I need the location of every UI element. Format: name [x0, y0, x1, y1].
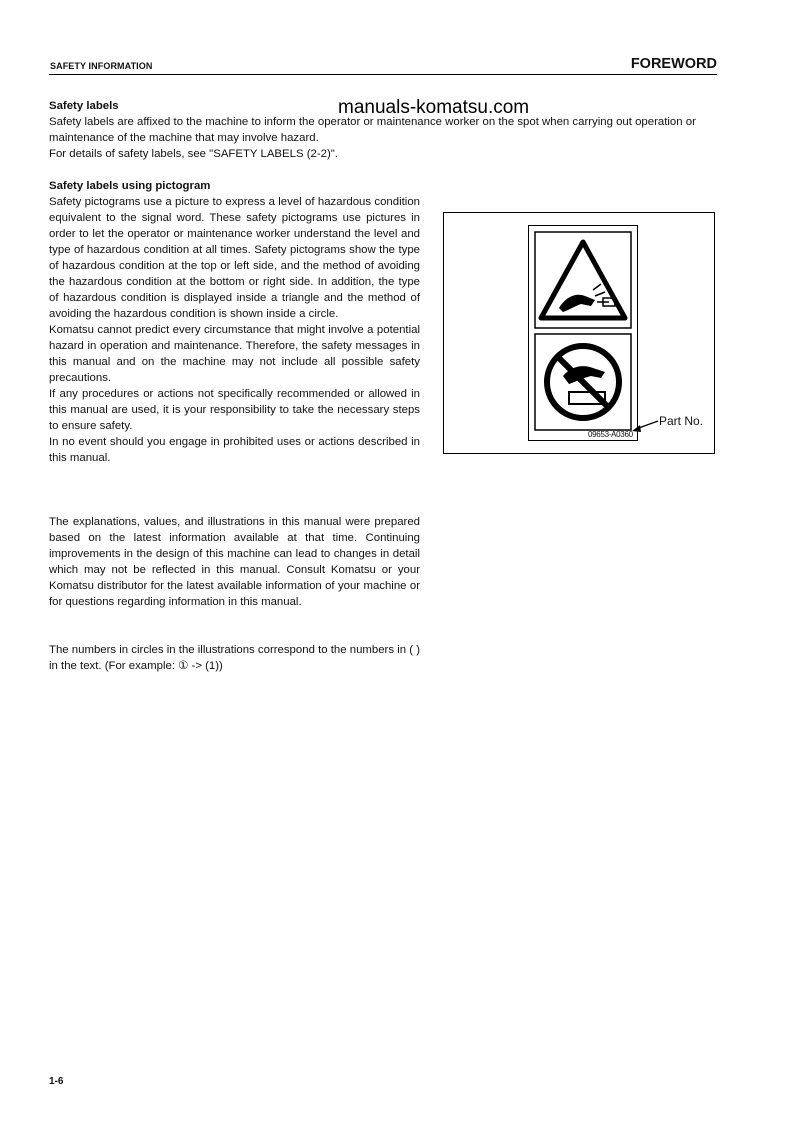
paragraph: In no event should you engage in prohibited uses or actions described in this manual.: [49, 436, 420, 464]
hand-hazard-icon: [559, 295, 595, 312]
paragraph: If any procedures or actions not specifically recommended or allowed in this manual are used, it is your responsibility to take the necessary steps to ensure safety.: [49, 388, 420, 432]
pictogram-heading: Safety labels using pictogram: [49, 180, 211, 192]
header-divider: [49, 74, 717, 75]
chapter-title: FOREWORD: [630, 56, 717, 72]
paragraph: Safety labels are affixed to the machine to inform the operator or maintenance worker on the spot when carrying out operation or maintenance of the machine that may involve hazard.: [49, 116, 696, 144]
part-number-arrow-icon: [630, 415, 660, 437]
pictogram-body: [49, 194, 420, 466]
numbers-note: The numbers in circles in the illustrations correspond to the numbers in ( ) in the text. (For example: ① -> (1)): [49, 644, 420, 672]
paragraph: Komatsu cannot predict every circumstance that might involve a potential hazard in operation and maintenance. Therefore, the safety messages in this manual and on the machine may not include all possible safety precautions.: [49, 324, 420, 384]
safety-labels-heading: Safety labels: [49, 100, 119, 112]
paragraph: Safety pictograms use a picture to express a level of hazardous condition equivalent to the signal word. These safety pictograms use pictures in order to let the operator or maintenance worker understand the level and type of hazardous condition at all times. Safety pictograms show the type of hazardous condition at the top or left side, and the method of avoiding the hazardous condition at the bottom or right side. In addition, the type of hazardous condition is displayed inside a triangle and the method of avoiding the hazardous condition is shown inside a circle.: [49, 196, 420, 320]
section-header: SAFETY INFORMATION: [50, 61, 153, 71]
page-number: 1-6: [49, 1076, 64, 1087]
part-number-label: Part No.: [659, 414, 704, 428]
figure-code: 09653-A0360: [588, 430, 633, 439]
prohibition-slash: [558, 357, 608, 407]
paragraph: For details of safety labels, see "SAFETY LABELS (2-2)".: [49, 148, 338, 160]
safety-labels-body: [49, 114, 719, 162]
explanations-paragraph: The explanations, values, and illustrations in this manual were prepared based on the latest information available at that time. Continuing improvements in the design of this machine can lead to changes in detail which may not be reflected in this manual. Consult Komatsu or your Komatsu distributor for the latest available information of your machine or for questions regarding information in this manual.: [49, 516, 420, 608]
pictogram-graphic: [529, 226, 637, 440]
safety-label-illustration: [528, 225, 638, 441]
watermark: manuals-komatsu.com: [338, 97, 530, 118]
